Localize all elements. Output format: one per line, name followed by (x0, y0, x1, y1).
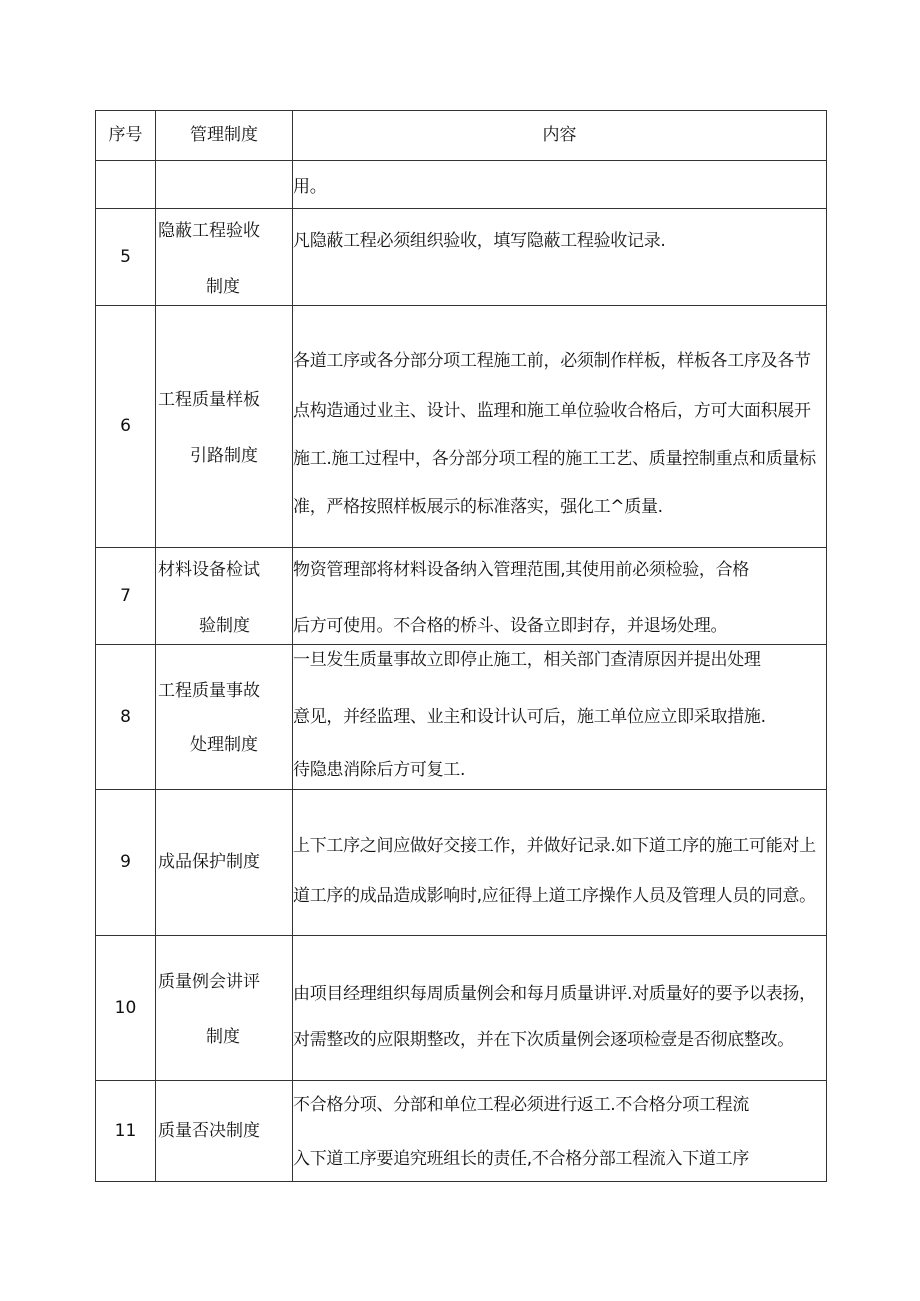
system-name-line: 质量例会讲评 (158, 972, 260, 992)
table-row (96, 936, 827, 1081)
management-system-table (95, 110, 827, 1182)
row-system-name (156, 209, 293, 306)
row-system-name (156, 548, 293, 645)
system-name-line: 质量否决制度 (158, 1121, 260, 1141)
content-line: 由项目经理组织每周质量例会和每月质量讲评.对质量好的要予以表扬， (293, 984, 816, 1004)
row-number: 6 (96, 306, 156, 548)
row-content (293, 209, 827, 306)
content-line: 一旦发生质量事故立即停止施工，相关部门查清原因并提出处理 (293, 650, 761, 670)
system-name-line: 材料设备检试 (158, 560, 260, 580)
table-row (96, 1081, 827, 1182)
table-row (96, 209, 827, 306)
system-name-line: 工程质量事故 (158, 681, 260, 701)
row-number: 5 (96, 209, 156, 306)
content-line: 不合格分项、分部和单位工程必须进行返工.不合格分项工程流 (293, 1095, 750, 1115)
content-line: 点构造通过业主、设计、监理和施工单位验收合格后，方可大面积展开 (293, 401, 811, 421)
content-line: 道工序的成品造成影响时,应征得上道工序操作人员及管理人员的同意。 (293, 886, 816, 906)
content-line: 施工.施工过程中，各分部分项工程的施工工艺、质量控制重点和质量标 (293, 449, 816, 469)
row-content (293, 645, 827, 790)
row-number: 11 (96, 1081, 156, 1182)
header-system: 管理制度 (156, 111, 293, 161)
row-content (293, 548, 827, 645)
system-name-line: 引路制度 (190, 446, 258, 466)
content-line: 对需整改的应限期整改，并在下次质量例会逐项检壹是否彻底整改。 (293, 1030, 794, 1050)
content-line: 凡隐蔽工程必须组织验收，填写隐蔽工程验收记录. (293, 231, 666, 251)
system-name-line: 隐蔽工程验收 (158, 221, 260, 241)
table-row (96, 306, 827, 548)
content-line: 上下工序之间应做好交接工作，并做好记录.如下道工序的施工可能对上 (293, 836, 816, 856)
row-system-name (156, 645, 293, 790)
content-line: 物资管理部将材料设备纳入管理范围,其使用前必须检验，合格 (293, 560, 750, 580)
row-number: 10 (96, 936, 156, 1081)
row-number: 9 (96, 790, 156, 936)
content-line: 待隐患消除后方可复工. (293, 760, 466, 780)
row-number: 7 (96, 548, 156, 645)
system-name-line: 工程质量样板 (158, 390, 260, 410)
table-header-row (96, 111, 827, 161)
content-line: 各道工序或各分部分项工程施工前，必须制作样板，样板各工序及各节 (293, 351, 811, 371)
row-system-name (156, 161, 293, 209)
row-number: 8 (96, 645, 156, 790)
row-content (293, 306, 827, 548)
header-content: 内容 (293, 111, 827, 161)
system-name-line: 处理制度 (190, 735, 258, 755)
system-name-line: 成品保护制度 (158, 852, 260, 872)
system-name-line: 验制度 (199, 616, 250, 636)
system-name-line: 制度 (206, 277, 240, 297)
row-content (293, 161, 827, 209)
row-content (293, 1081, 827, 1182)
content-line: 入下道工序要追究班组长的责任,不合格分部工程流入下道工序 (293, 1149, 750, 1169)
table-row (96, 548, 827, 645)
content-line: 意见，并经监理、业主和设计认可后，施工单位应立即采取措施. (293, 707, 766, 727)
row-system-name (156, 790, 293, 936)
content-line: 后方可使用。不合格的桥斗、设备立即封存，并退场处理。 (293, 616, 728, 636)
row-number (96, 161, 156, 209)
row-system-name (156, 936, 293, 1081)
content-line: 用。 (293, 177, 327, 197)
table-row (96, 645, 827, 790)
row-system-name (156, 306, 293, 548)
table-row (96, 790, 827, 936)
row-content (293, 936, 827, 1081)
system-name-line: 制度 (206, 1027, 240, 1047)
table-row (96, 161, 827, 209)
row-system-name (156, 1081, 293, 1182)
content-line: 准，严格按照样板展示的标准落实，强化工^质量. (293, 497, 663, 517)
row-content (293, 790, 827, 936)
header-no: 序号 (96, 111, 156, 161)
